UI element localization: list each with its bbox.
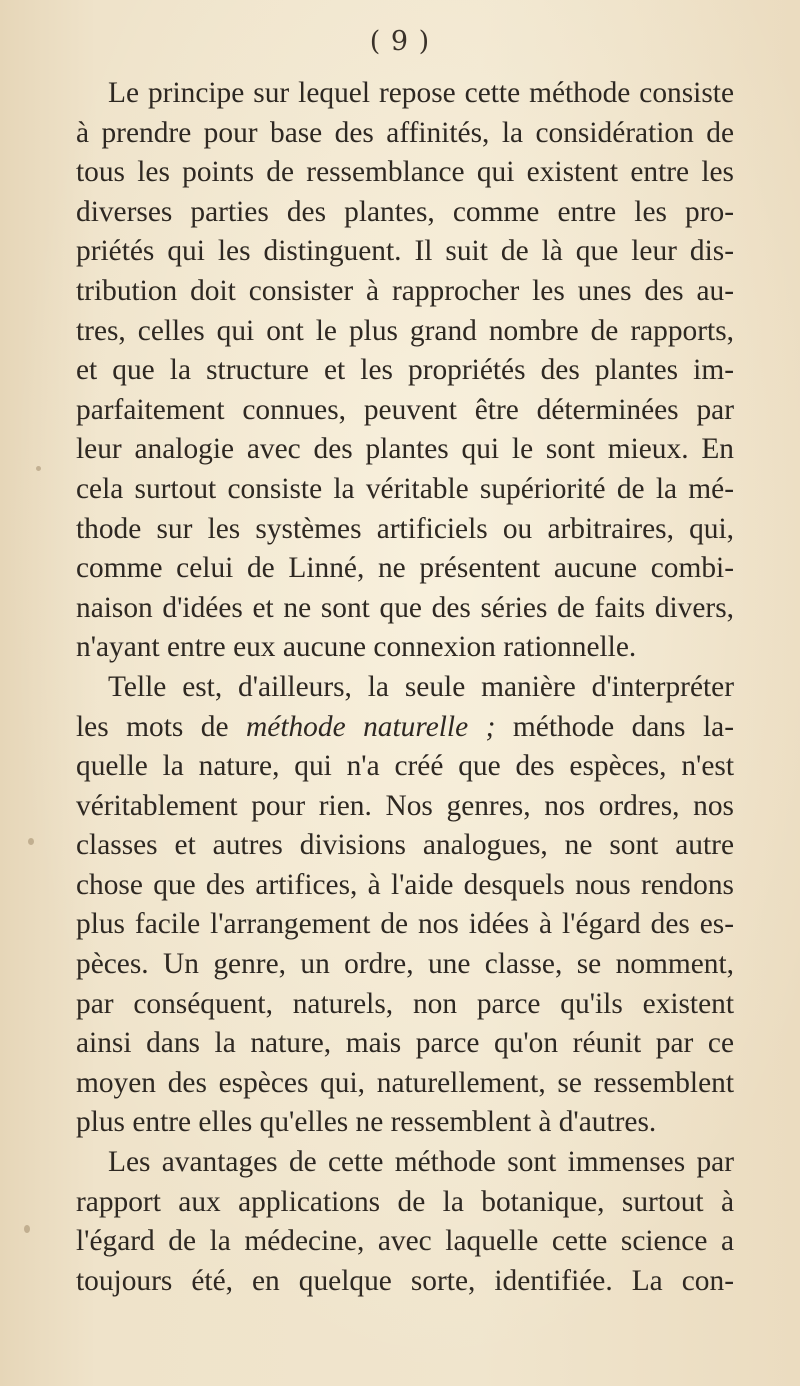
text-line: comme celui de Linné, ne présentent aucune combi-: [76, 552, 734, 585]
text-line: naison d'idées et ne sont que des séries de faits divers,: [76, 591, 734, 624]
foxing-spot: [36, 466, 41, 471]
text-line: ainsi dans la nature, mais parce qu'on réunit par ce: [76, 1027, 734, 1060]
text-line: chose que des artifices, à l'aide desquels nous rendons: [76, 868, 734, 901]
text-line: tribution doit consister à rapprocher les unes des au-: [76, 274, 734, 307]
text-line: diverses parties des plantes, comme entre les pro-: [76, 195, 734, 228]
page-number: ( 9 ): [369, 26, 431, 57]
italic-phrase: méthode naturelle ;: [246, 710, 496, 743]
text-fragment: méthode dans la-: [495, 710, 734, 743]
text-line: et que la structure et les propriétés des plantes im-: [76, 354, 734, 387]
text-fragment: les mots de: [76, 710, 247, 743]
text-line: Telle est, d'ailleurs, la seule manière d'interpréter: [108, 670, 734, 703]
text-line: quelle la nature, qui n'a créé que des espèces, n'est: [76, 750, 734, 783]
text-line: tous les points de ressemblance qui existent entre les: [76, 156, 734, 189]
text-line: Le principe sur lequel repose cette méthode consiste: [108, 77, 734, 109]
text-line: Les avantages de cette méthode sont immenses par: [108, 1146, 734, 1179]
text-line: toujours été, en quelque sorte, identifiée. La con-: [76, 1264, 734, 1297]
text-line: tres, celles qui ont le plus grand nombre de rapports,: [76, 314, 734, 347]
text-line: plus entre elles qu'elles ne ressemblent à d'autres.: [76, 1106, 657, 1139]
text-line: plus facile l'arrangement de nos idées à l'égard des es-: [76, 908, 734, 941]
text-line: parfaitement connues, peuvent être déterminées par: [76, 393, 734, 426]
text-line: par conséquent, naturels, non parce qu'ils existent: [76, 987, 734, 1020]
text-line: l'égard de la médecine, avec laquelle cette science a: [76, 1225, 734, 1258]
text-line: cela surtout consiste la véritable supériorité de la mé-: [76, 472, 734, 505]
foxing-spot: [28, 838, 34, 845]
text-line: à prendre pour base des affinités, la considération de: [76, 116, 734, 149]
text-line-mixed: [76, 708, 734, 748]
foxing-spot: [24, 1225, 30, 1233]
text-line: moyen des espèces qui, naturellement, se ressemblent: [76, 1066, 734, 1099]
text-line: thode sur les systèmes artificiels ou arbitraires, qui,: [76, 512, 734, 545]
text-line: priétés qui les distinguent. Il suit de là que leur dis-: [76, 235, 734, 268]
text-line: classes et autres divisions analogues, ne sont autre: [76, 829, 734, 862]
text-line: n'ayant entre eux aucune connexion rationnelle.: [76, 631, 637, 664]
body-text: [76, 74, 734, 1301]
text-line: leur analogie avec des plantes qui le sont mieux. En: [76, 433, 734, 466]
text-line: rapport aux applications de la botanique, surtout à: [76, 1185, 734, 1218]
text-line: véritablement pour rien. Nos genres, nos ordres, nos: [76, 789, 734, 822]
text-line: pèces. Un genre, un ordre, une classe, se nomment,: [76, 948, 734, 981]
